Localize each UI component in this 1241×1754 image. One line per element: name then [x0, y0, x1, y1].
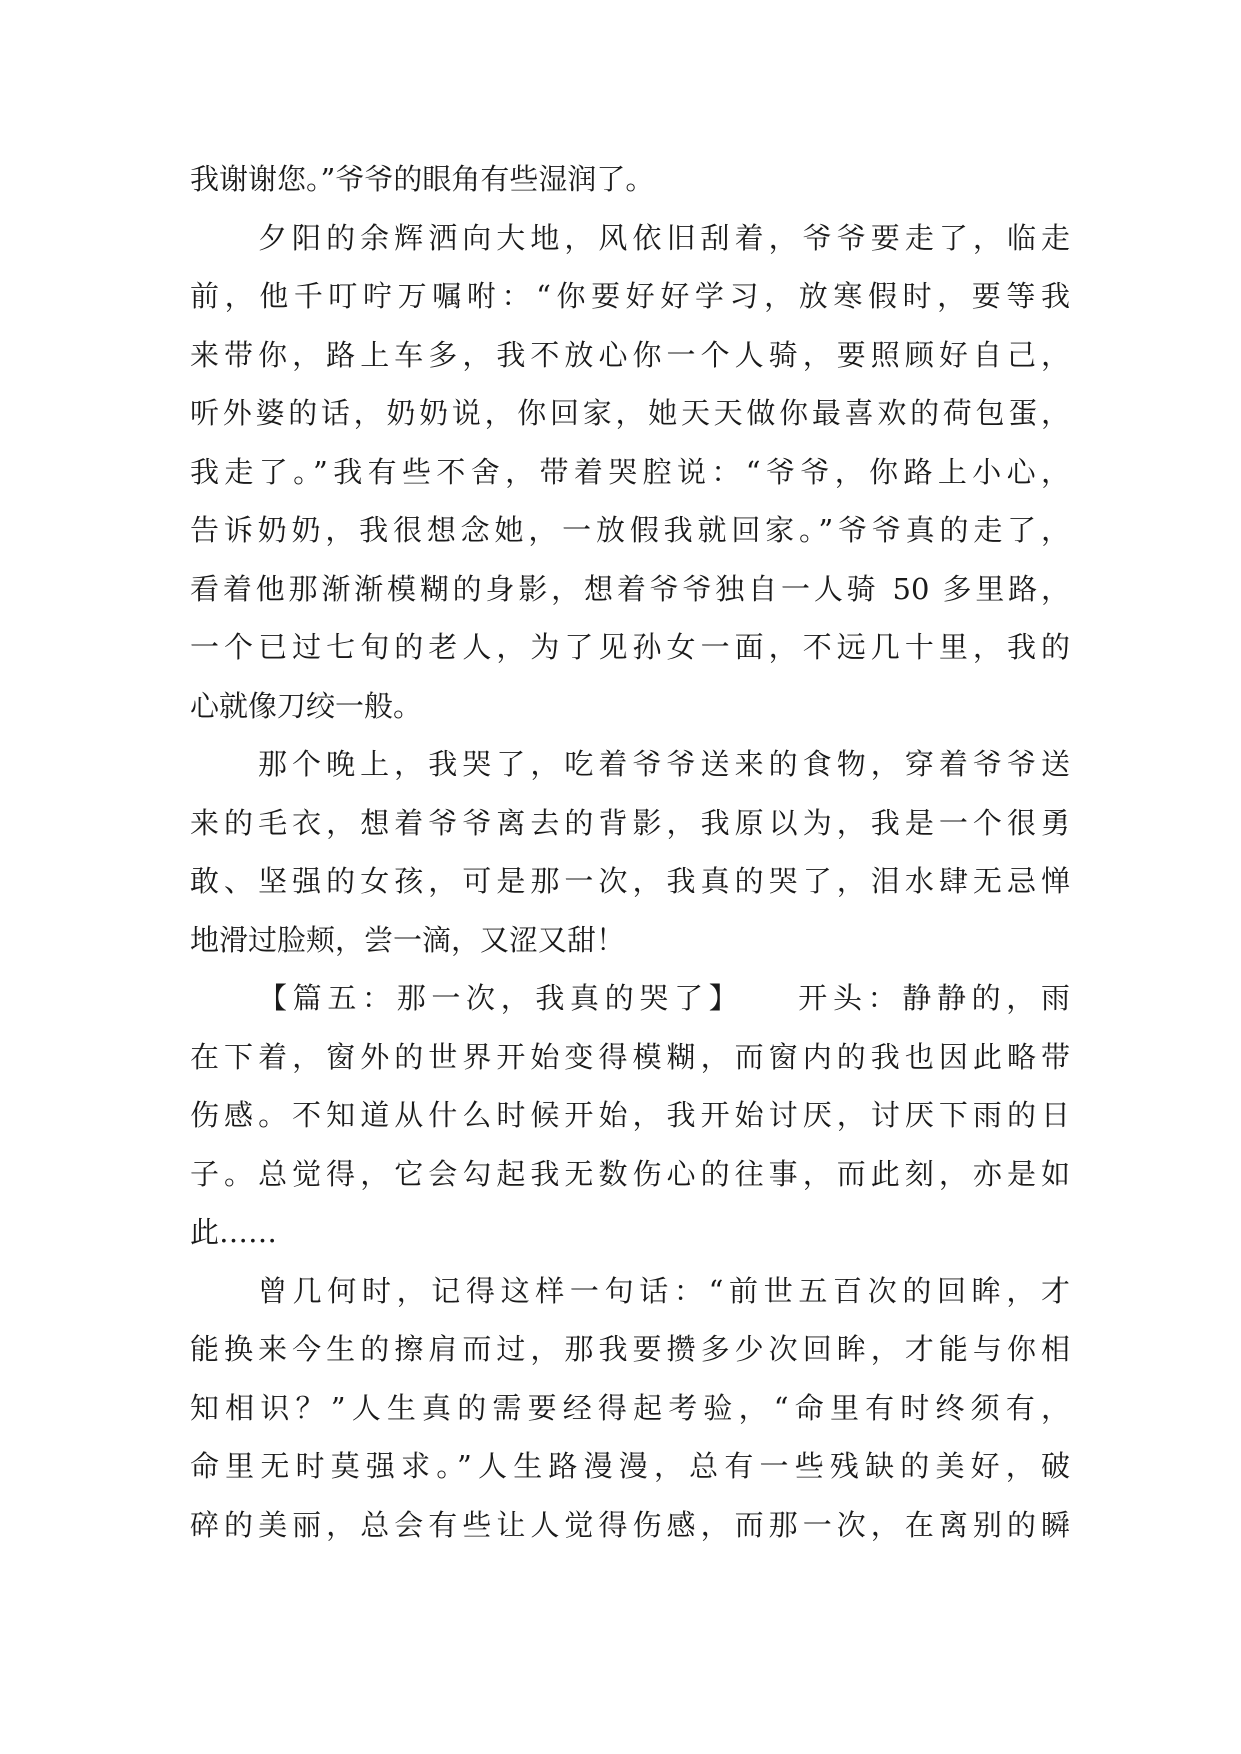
text-line: 告诉奶奶，我很想念她，一放假我就回家。”爷爷真的走了，: [190, 513, 1070, 547]
text-line: 此……: [190, 1215, 278, 1249]
text-line: 我走了。”我有些不舍，带着哭腔说：“爷爷，你路上小心，: [190, 454, 1070, 489]
text-line: 能换来今生的擦肩而过，那我要攒多少次回眸，才能与你相: [190, 1332, 1070, 1366]
body-text: [190, 150, 1070, 1554]
text-line: 夕阳的余辉洒向大地，风依旧刮着，爷爷要走了，临走: [258, 220, 1070, 255]
text-line: 地滑过脸颊，尝一滴，又涩又甜！: [190, 922, 626, 957]
text-line: 前，他千叮咛万嘱咐：“你要好好学习，放寒假时，要等我: [190, 279, 1070, 313]
text-line: 那个晚上，我哭了，吃着爷爷送来的食物，穿着爷爷送: [258, 747, 1070, 781]
text-line: 来带你，路上车多，我不放心你一个人骑，要照顾好自己，: [190, 337, 1070, 372]
text-line: 在下着，窗外的世界开始变得模糊，而窗内的我也因此略带: [190, 1039, 1070, 1074]
text-line: 听外婆的话，奶奶说，你回家，她天天做你最喜欢的荷包蛋，: [190, 396, 1070, 430]
text-line: 伤感。不知道从什么时候开始，我开始讨厌，讨厌下雨的日: [190, 1098, 1070, 1132]
text-line: 碎的美丽，总会有些让人觉得伤感，而那一次，在离别的瞬: [190, 1507, 1070, 1542]
text-line: 【篇五：那一次，我真的哭了】 开头：静静的，雨: [258, 981, 1070, 1015]
text-line: 我谢谢您。”爷爷的眼角有些湿润了。: [190, 162, 655, 196]
text-line: 知相识？”人生真的需要经得起考验，“命里有时终须有，: [190, 1390, 1070, 1425]
text-line: 来的毛衣，想着爷爷离去的背影，我原以为，我是一个很勇: [190, 805, 1070, 840]
text-line: 一个已过七旬的老人，为了见孙女一面，不远几十里，我的: [190, 630, 1070, 664]
text-line: 命里无时莫强求。”人生路漫漫，总有一些残缺的美好，破: [190, 1449, 1070, 1483]
text-line: 看着他那渐渐模糊的身影，想着爷爷独自一人骑 50 多里路，: [190, 571, 1070, 606]
text-line: 曾几何时，记得这样一句话：“前世五百次的回眸，才: [258, 1273, 1070, 1308]
text-line: 心就像刀绞一般。: [190, 688, 423, 723]
text-line: 敢、坚强的女孩，可是那一次，我真的哭了，泪水肆无忌惮: [190, 864, 1070, 898]
text-line: 子。总觉得，它会勾起我无数伤心的往事，而此刻，亦是如: [190, 1156, 1070, 1191]
